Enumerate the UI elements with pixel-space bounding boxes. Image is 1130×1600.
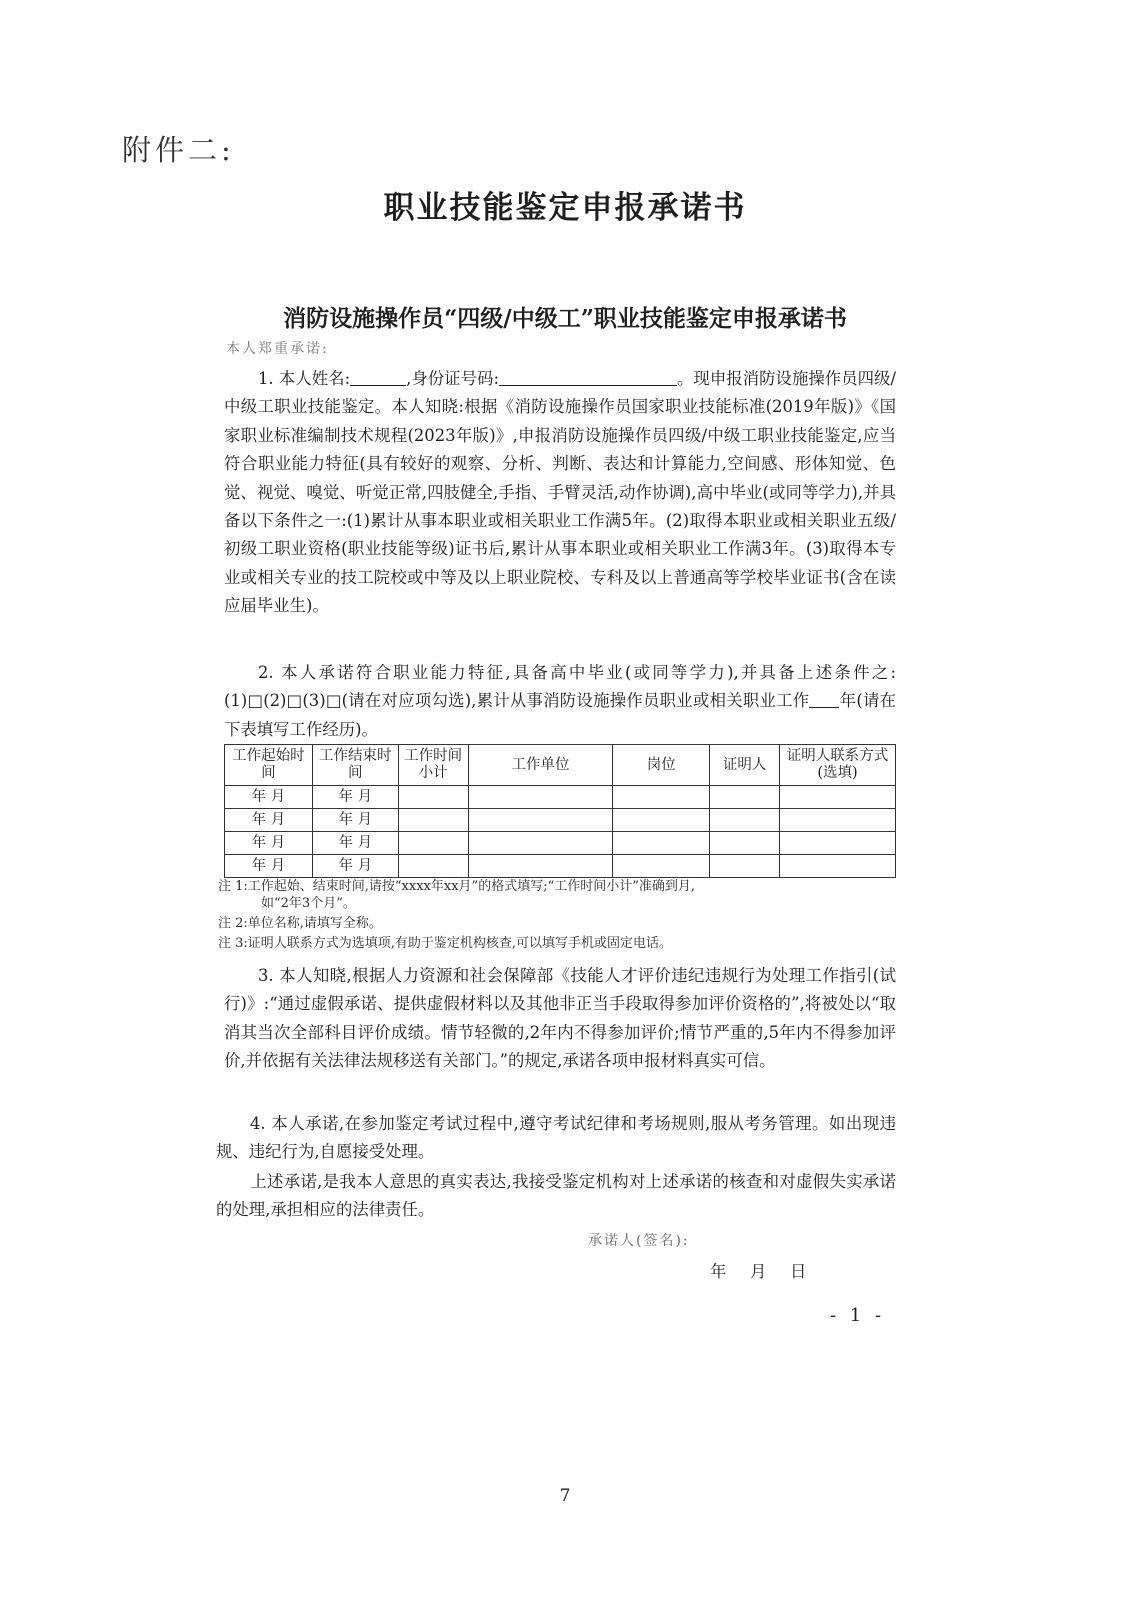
table-cell[interactable]: 年 月: [225, 832, 313, 855]
table-cell[interactable]: [780, 786, 896, 809]
note-2: 注 2:单位名称,请填写全称。: [218, 916, 382, 931]
table-cell[interactable]: [710, 809, 780, 832]
date-month: 月: [750, 1262, 769, 1281]
table-cell[interactable]: [780, 832, 896, 855]
table-cell[interactable]: [398, 855, 468, 878]
header-witness: 证明人: [710, 745, 780, 786]
table-cell[interactable]: [398, 786, 468, 809]
table-cell[interactable]: 年 月: [225, 809, 313, 832]
table-cell[interactable]: 年 月: [312, 855, 398, 878]
header-start-time: 工作起始时间: [225, 745, 313, 786]
inner-page-number: - 1 -: [830, 1305, 886, 1326]
table-cell[interactable]: [780, 855, 896, 878]
table-cell[interactable]: [613, 809, 710, 832]
paragraph-3: [224, 962, 896, 1076]
p1-rest: 。现申报消防设施操作员四级/中级工职业技能鉴定。本人知晓:根据《消防设施操作员国家职业技能标准(2019年版)》《国家职业标准编制技术规程(2023年版)》,申报消防设施操作员四级/中级工职业技能鉴定,应当符合职业能力特征(具有较好的观察、分析、判断、表达和计算能力,空间感、形体知觉、色觉、视觉、嗅觉、听觉正常,四肢健全,手指、手臂灵活,动作协调),高中毕业(或同等学力),并具备以下条件之一:(1)累计从事本职业或相关职业工作满5年。(2)取得本职业或相关职业五级/初级工职业资格(职业技能等级)证书后,累计从事本职业或相关职业工作满3年。(3)取得本专业或相关专业的技工院校或中等及以上职业院校、专科及以上普通高等学校毕业证书(含在读应届毕业生)。: [224, 369, 896, 616]
date-year: 年: [710, 1262, 729, 1281]
table-row: [225, 832, 896, 855]
table-cell[interactable]: [468, 809, 613, 832]
table-row: [225, 809, 896, 832]
table-cell[interactable]: [468, 855, 613, 878]
years-blank[interactable]: [809, 691, 839, 708]
table-cell[interactable]: [710, 855, 780, 878]
name-blank[interactable]: [350, 369, 406, 386]
table-cell[interactable]: [710, 832, 780, 855]
attachment-label: 附件二:: [122, 133, 235, 167]
p2-suffix: 年(请在下表填写工作经历)。: [224, 691, 896, 739]
table-cell[interactable]: [468, 786, 613, 809]
note-3: 注 3:证明人联系方式为选填项,有助于鉴定机构核查,可以填写手机或固定电话。: [218, 936, 673, 951]
table-cell[interactable]: [613, 832, 710, 855]
table-cell[interactable]: 年 月: [225, 855, 313, 878]
signature-date: [710, 1258, 830, 1282]
paragraph-5: [216, 1168, 896, 1225]
note-1: 注 1:工作起始、结束时间,请按“xxxx年xx月”的格式填写;“工作时间小计”准确到月,: [218, 879, 696, 894]
p4-text: 4. 本人承诺,在参加鉴定考试过程中,遵守考试纪律和考场规则,服从考务管理。如出现违规、违纪行为,自愿接受处理。: [216, 1114, 896, 1162]
p1-mid: ,身份证号码:: [406, 369, 499, 388]
header-witness-contact: 证明人联系方式(选填): [780, 745, 896, 786]
table-cell[interactable]: [398, 832, 468, 855]
note-1-continued: 如“2年3个月”。: [261, 896, 356, 911]
paragraph-4: [216, 1110, 896, 1167]
table-cell[interactable]: [710, 786, 780, 809]
header-duration: 工作时间小计: [398, 745, 468, 786]
page-title: 职业技能鉴定申报承诺书: [383, 190, 747, 226]
work-history-table: [224, 744, 896, 878]
table-cell[interactable]: [468, 832, 613, 855]
table-row: [225, 786, 896, 809]
table-cell[interactable]: [780, 809, 896, 832]
document-subtitle: 消防设施操作员“四级/中级工”职业技能鉴定申报承诺书: [283, 305, 847, 332]
table-cell[interactable]: [613, 855, 710, 878]
promise-lead: 本人郑重承诺:: [226, 341, 329, 357]
table-header-row: [225, 745, 896, 786]
header-end-time: 工作结束时间: [312, 745, 398, 786]
table-row: [225, 855, 896, 878]
header-employer: 工作单位: [468, 745, 613, 786]
table-cell[interactable]: 年 月: [312, 786, 398, 809]
paragraph-2: [224, 659, 896, 744]
id-number-blank[interactable]: [499, 369, 677, 386]
p2-text: 2. 本人承诺符合职业能力特征,具备高中毕业(或同等学力),并具备上述条件之:(1)□(2)□(3)□(请在对应项勾选),累计从事消防设施操作员职业或相关职业工作: [224, 663, 896, 711]
p1-prefix: 1. 本人姓名:: [258, 369, 351, 388]
signature-label: 承诺人(签名):: [588, 1233, 690, 1249]
table-cell[interactable]: [613, 786, 710, 809]
header-position: 岗位: [613, 745, 710, 786]
table-cell[interactable]: 年 月: [225, 786, 313, 809]
table-cell[interactable]: 年 月: [312, 832, 398, 855]
p5-text: 上述承诺,是我本人意思的真实表达,我接受鉴定机构对上述承诺的核查和对虚假失实承诺的处理,承担相应的法律责任。: [216, 1172, 896, 1220]
table-cell[interactable]: [398, 809, 468, 832]
p3-text: 3. 本人知晓,根据人力资源和社会保障部《技能人才评价违纪违规行为处理工作指引(试行)》:“通过虚假承诺、提供虚假材料以及其他非正当手段取得参加评价资格的”,将被处以“取消其当次全部科目评价成绩。情节轻微的,2年内不得参加评价;情节严重的,5年内不得参加评价,并依据有关法律法规移送有关部门。”的规定,承诺各项申报材料真实可信。: [224, 966, 896, 1071]
date-day: 日: [790, 1262, 809, 1281]
paragraph-1: [224, 365, 896, 621]
outer-page-number: 7: [559, 1486, 571, 1506]
table-cell[interactable]: 年 月: [312, 809, 398, 832]
